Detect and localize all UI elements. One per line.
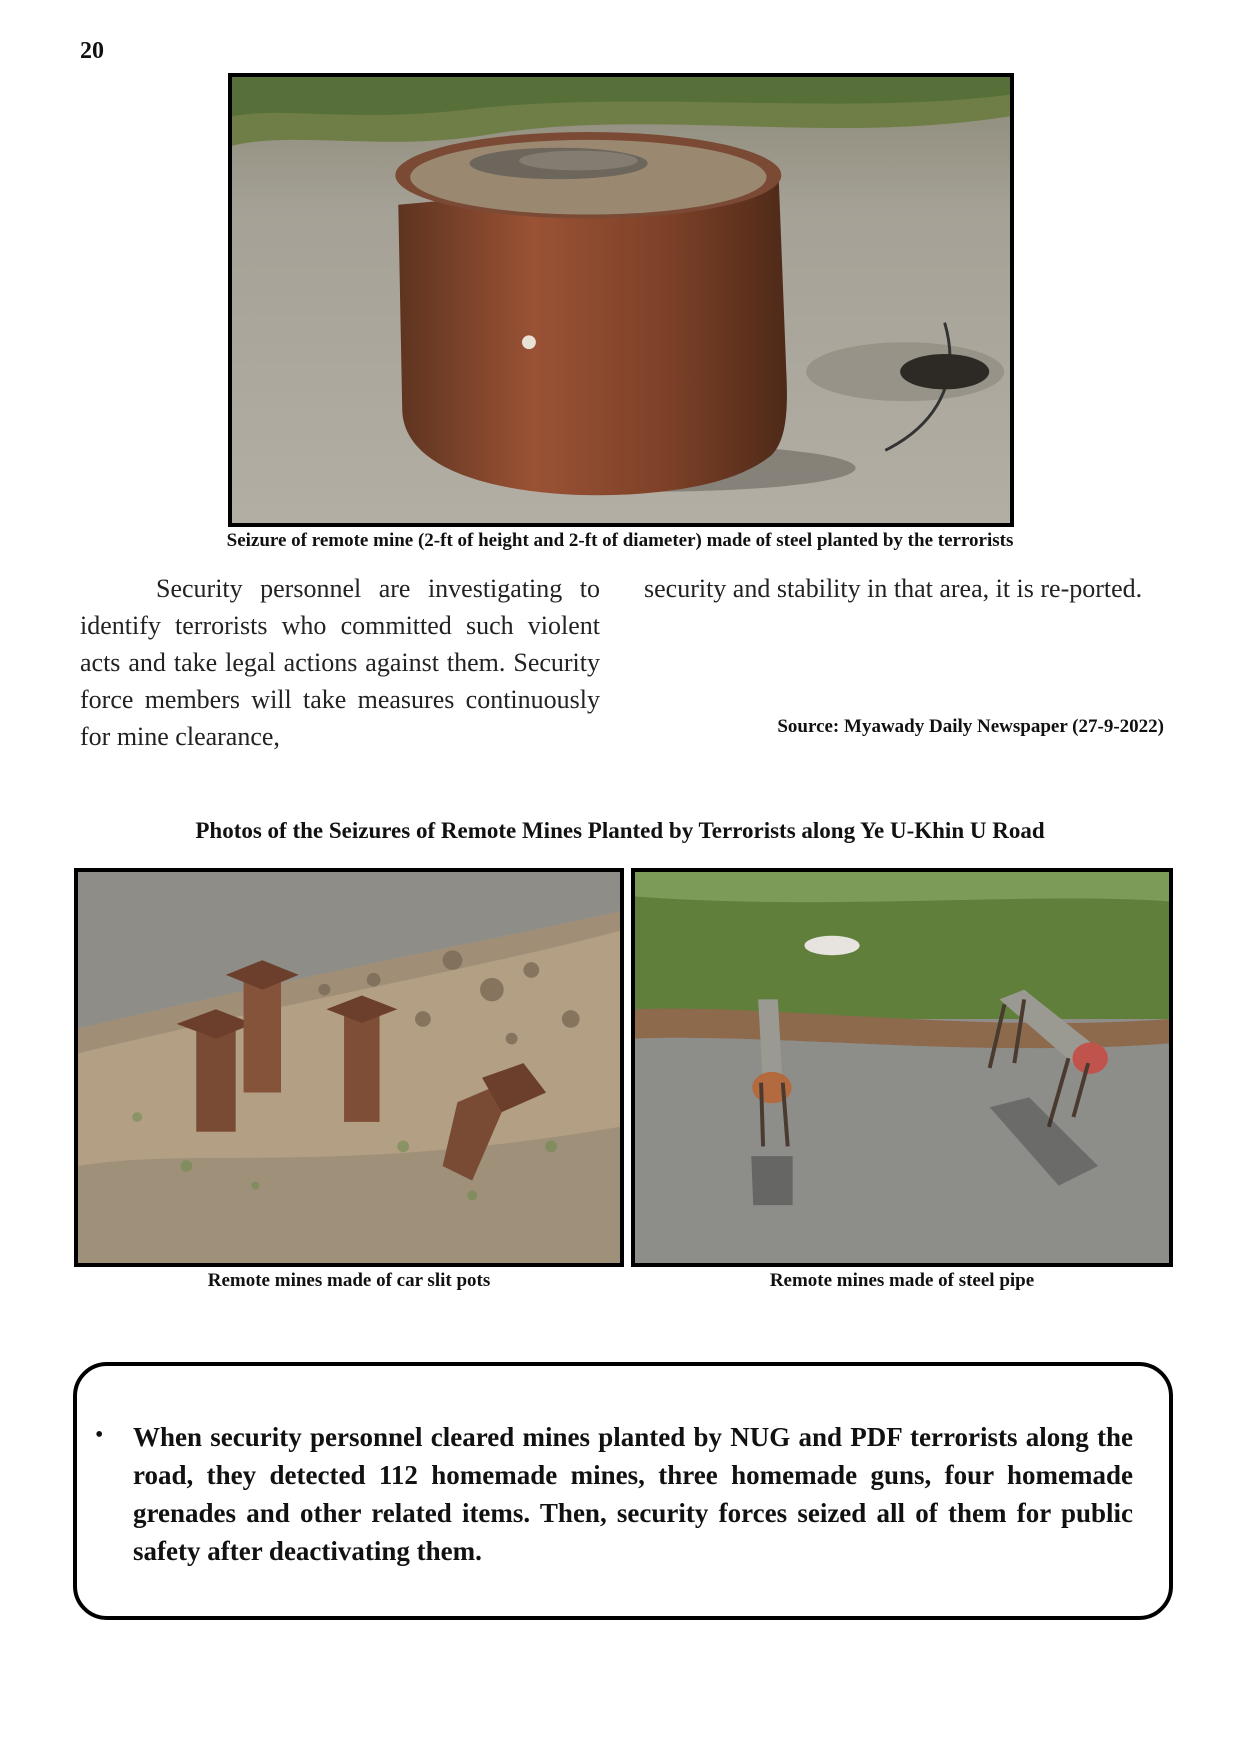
summary-text: When security personnel cleared mines planted by NUG and PDF terrorists along the road, they detected 112 homemade mines, three homemade guns, four homemade grenades and other related items. Then, security forces seized all of them for public safety after deactivating them.	[133, 1422, 1133, 1566]
top-figure-caption: Seizure of remote mine (2-ft of height and 2-ft of diameter) made of steel planted by the terrorists	[226, 530, 1014, 551]
bullet-icon: •	[95, 1422, 104, 1448]
photo-section-heading: Photos of the Seizures of Remote Mines Planted by Terrorists along Ye U-Khin U Road	[195, 818, 1045, 843]
source-citation: Source: Myawady Daily Newspaper (27-9-2022)	[777, 716, 1164, 737]
article-left-column: Security personnel are investigating to identify terrorists who committed such violent acts and take legal actions against them. Security force members will take measures continuously for mine clearance,	[80, 574, 600, 751]
summary-box	[73, 1362, 1173, 1620]
remote-mine-drum-photo	[228, 73, 1014, 527]
page-number: 20	[80, 38, 104, 64]
steel-pipe-caption: Remote mines made of steel pipe	[769, 1270, 1035, 1291]
article-right-column: security and stability in that area, it is re-ported.	[644, 574, 1143, 603]
car-slit-pot-mines-photo	[74, 868, 624, 1267]
steel-pipe-mines-photo	[631, 868, 1173, 1267]
car-slit-pot-caption: Remote mines made of car slit pots	[207, 1270, 491, 1291]
